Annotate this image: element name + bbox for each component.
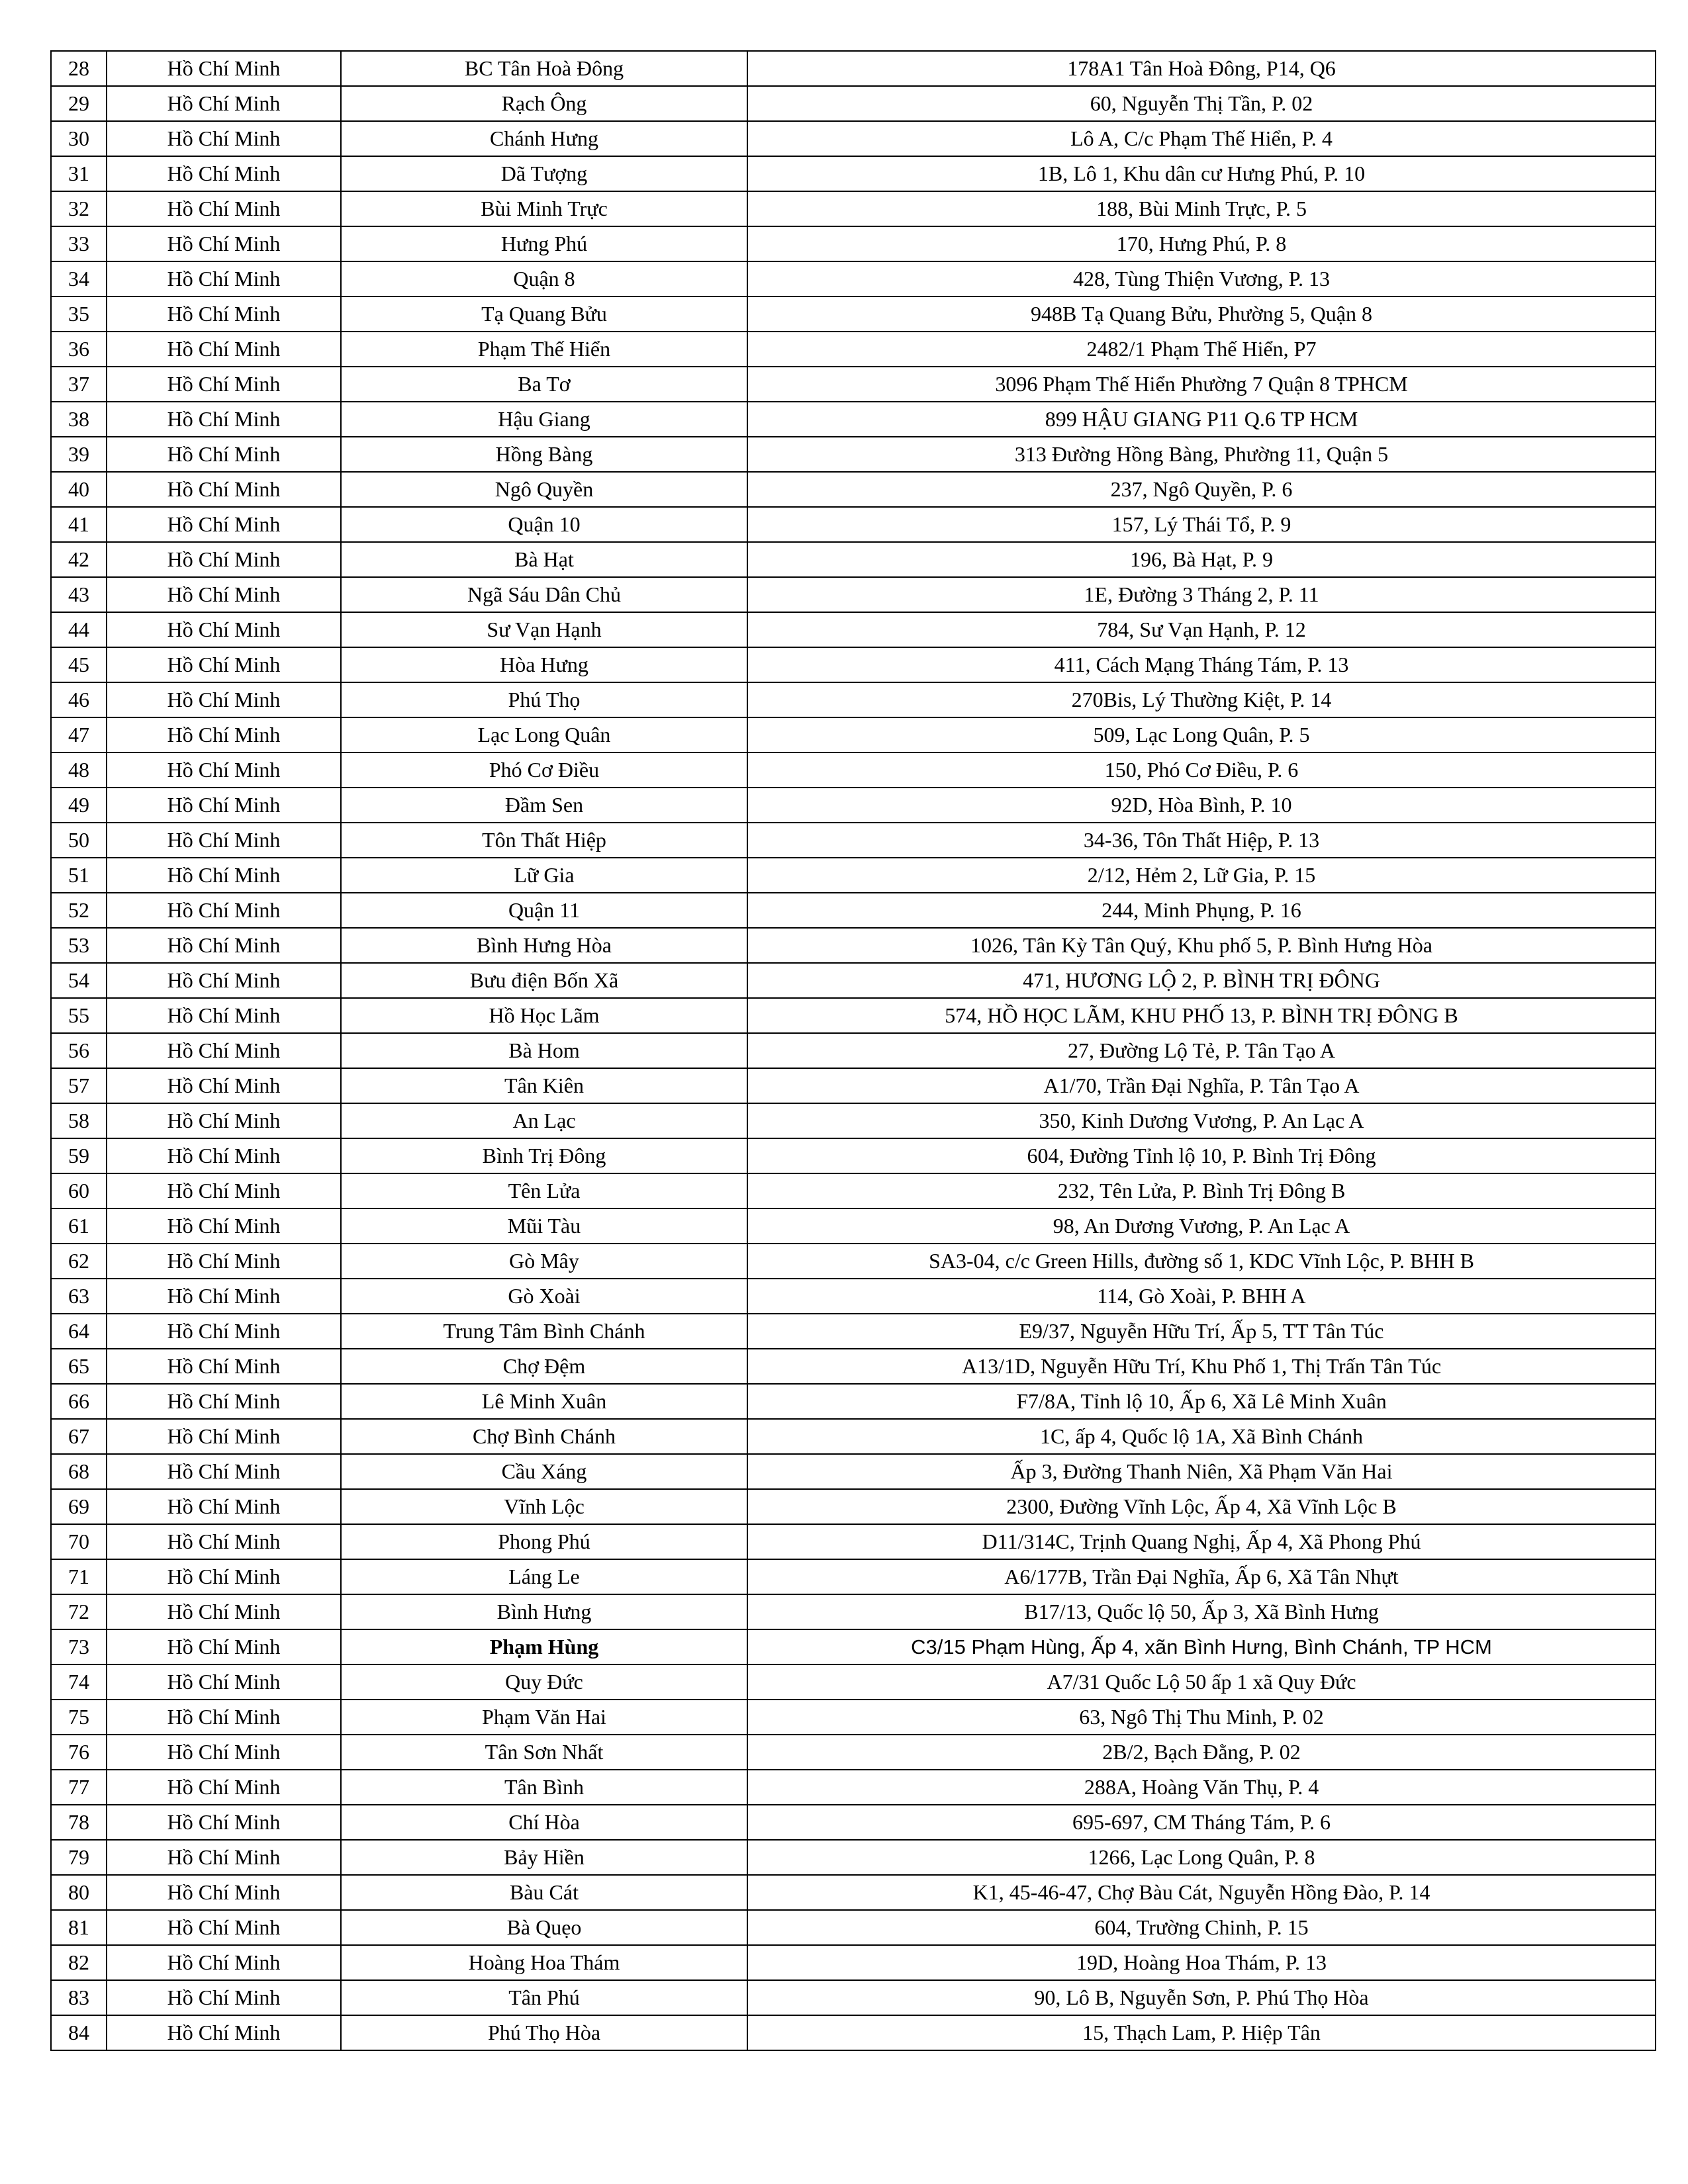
province-cell: Hồ Chí Minh bbox=[107, 1875, 341, 1910]
province-cell: Hồ Chí Minh bbox=[107, 1208, 341, 1244]
address-cell: B17/13, Quốc lộ 50, Ấp 3, Xã Bình Hưng bbox=[747, 1594, 1656, 1629]
post-office-name-cell: Sư Vạn Hạnh bbox=[341, 612, 747, 647]
row-number-cell: 67 bbox=[51, 1419, 107, 1454]
table-row bbox=[51, 472, 1656, 507]
post-office-name-cell: Hưng Phú bbox=[341, 226, 747, 261]
table-row bbox=[51, 51, 1656, 86]
province-cell: Hồ Chí Minh bbox=[107, 296, 341, 332]
province-cell: Hồ Chí Minh bbox=[107, 1700, 341, 1735]
table-row bbox=[51, 1173, 1656, 1208]
address-cell: 27, Đường Lộ Tẻ, P. Tân Tạo A bbox=[747, 1033, 1656, 1068]
province-cell: Hồ Chí Minh bbox=[107, 1349, 341, 1384]
province-cell: Hồ Chí Minh bbox=[107, 191, 341, 226]
table-row bbox=[51, 1735, 1656, 1770]
post-office-name-cell: Quận 8 bbox=[341, 261, 747, 296]
row-number-cell: 75 bbox=[51, 1700, 107, 1735]
post-office-name-cell: Phạm Thế Hiển bbox=[341, 332, 747, 367]
table-row bbox=[51, 1805, 1656, 1840]
row-number-cell: 45 bbox=[51, 647, 107, 682]
table-row bbox=[51, 1138, 1656, 1173]
post-office-name-cell: Hoàng Hoa Thám bbox=[341, 1945, 747, 1980]
post-office-name-cell: Ngã Sáu Dân Chủ bbox=[341, 577, 747, 612]
row-number-cell: 81 bbox=[51, 1910, 107, 1945]
province-cell: Hồ Chí Minh bbox=[107, 1314, 341, 1349]
address-cell: 63, Ngô Thị Thu Minh, P. 02 bbox=[747, 1700, 1656, 1735]
table-row bbox=[51, 1454, 1656, 1489]
address-cell: F7/8A, Tỉnh lộ 10, Ấp 6, Xã Lê Minh Xuân bbox=[747, 1384, 1656, 1419]
row-number-cell: 52 bbox=[51, 893, 107, 928]
post-office-name-cell: An Lạc bbox=[341, 1103, 747, 1138]
row-number-cell: 83 bbox=[51, 1980, 107, 2015]
address-cell: C3/15 Phạm Hùng, Ấp 4, xãn Bình Hưng, Bình Chánh, TP HCM bbox=[747, 1629, 1656, 1664]
province-cell: Hồ Chí Minh bbox=[107, 1945, 341, 1980]
post-office-name-cell: Bà Hạt bbox=[341, 542, 747, 577]
row-number-cell: 76 bbox=[51, 1735, 107, 1770]
table-row bbox=[51, 1384, 1656, 1419]
address-cell: 2/12, Hẻm 2, Lữ Gia, P. 15 bbox=[747, 858, 1656, 893]
address-cell: 114, Gò Xoài, P. BHH A bbox=[747, 1279, 1656, 1314]
address-cell: 237, Ngô Quyền, P. 6 bbox=[747, 472, 1656, 507]
province-cell: Hồ Chí Minh bbox=[107, 858, 341, 893]
table-row bbox=[51, 717, 1656, 752]
province-cell: Hồ Chí Minh bbox=[107, 542, 341, 577]
row-number-cell: 40 bbox=[51, 472, 107, 507]
address-cell: 19D, Hoàng Hoa Thám, P. 13 bbox=[747, 1945, 1656, 1980]
address-cell: 1266, Lạc Long Quân, P. 8 bbox=[747, 1840, 1656, 1875]
address-cell: 1026, Tân Kỳ Tân Quý, Khu phố 5, P. Bình Hưng Hòa bbox=[747, 928, 1656, 963]
post-office-name-cell: Hậu Giang bbox=[341, 402, 747, 437]
post-office-name-cell: Quy Đức bbox=[341, 1664, 747, 1700]
post-office-name-cell: Lạc Long Quân bbox=[341, 717, 747, 752]
post-office-name-cell: Vĩnh Lộc bbox=[341, 1489, 747, 1524]
row-number-cell: 46 bbox=[51, 682, 107, 717]
row-number-cell: 64 bbox=[51, 1314, 107, 1349]
table-row bbox=[51, 402, 1656, 437]
post-office-name-cell: Gò Xoài bbox=[341, 1279, 747, 1314]
address-cell: 428, Tùng Thiện Vương, P. 13 bbox=[747, 261, 1656, 296]
post-office-name-cell: Lê Minh Xuân bbox=[341, 1384, 747, 1419]
row-number-cell: 84 bbox=[51, 2015, 107, 2050]
address-cell: 2482/1 Phạm Thế Hiển, P7 bbox=[747, 332, 1656, 367]
row-number-cell: 43 bbox=[51, 577, 107, 612]
table-row bbox=[51, 1700, 1656, 1735]
address-cell: Ấp 3, Đường Thanh Niên, Xã Phạm Văn Hai bbox=[747, 1454, 1656, 1489]
table-row bbox=[51, 507, 1656, 542]
row-number-cell: 82 bbox=[51, 1945, 107, 1980]
row-number-cell: 54 bbox=[51, 963, 107, 998]
table-row bbox=[51, 156, 1656, 191]
address-cell: 574, HỒ HỌC LÃM, KHU PHỐ 13, P. BÌNH TRỊ ĐÔNG B bbox=[747, 998, 1656, 1033]
table-row bbox=[51, 367, 1656, 402]
table-row bbox=[51, 612, 1656, 647]
province-cell: Hồ Chí Minh bbox=[107, 472, 341, 507]
row-number-cell: 36 bbox=[51, 332, 107, 367]
province-cell: Hồ Chí Minh bbox=[107, 1033, 341, 1068]
table-row bbox=[51, 1664, 1656, 1700]
post-office-name-cell: Rạch Ông bbox=[341, 86, 747, 121]
table-row bbox=[51, 1314, 1656, 1349]
row-number-cell: 63 bbox=[51, 1279, 107, 1314]
post-office-name-cell: Chợ Bình Chánh bbox=[341, 1419, 747, 1454]
address-cell: Lô A, C/c Phạm Thế Hiển, P. 4 bbox=[747, 121, 1656, 156]
province-cell: Hồ Chí Minh bbox=[107, 823, 341, 858]
post-office-name-cell: Phó Cơ Điều bbox=[341, 752, 747, 788]
post-office-name-cell: Lữ Gia bbox=[341, 858, 747, 893]
province-cell: Hồ Chí Minh bbox=[107, 1805, 341, 1840]
post-office-name-cell: BC Tân Hoà Đông bbox=[341, 51, 747, 86]
province-cell: Hồ Chí Minh bbox=[107, 752, 341, 788]
row-number-cell: 41 bbox=[51, 507, 107, 542]
table-row bbox=[51, 752, 1656, 788]
address-cell: 270Bis, Lý Thường Kiệt, P. 14 bbox=[747, 682, 1656, 717]
address-cell: SA3-04, c/c Green Hills, đường số 1, KDC Vĩnh Lộc, P. BHH B bbox=[747, 1244, 1656, 1279]
table-row bbox=[51, 1629, 1656, 1664]
post-office-name-cell: Quận 10 bbox=[341, 507, 747, 542]
row-number-cell: 57 bbox=[51, 1068, 107, 1103]
address-cell: 471, HƯƠNG LỘ 2, P. BÌNH TRỊ ĐÔNG bbox=[747, 963, 1656, 998]
province-cell: Hồ Chí Minh bbox=[107, 1244, 341, 1279]
post-office-name-cell: Cầu Xáng bbox=[341, 1454, 747, 1489]
table-row bbox=[51, 261, 1656, 296]
province-cell: Hồ Chí Minh bbox=[107, 1840, 341, 1875]
province-cell: Hồ Chí Minh bbox=[107, 1419, 341, 1454]
table-row bbox=[51, 1279, 1656, 1314]
table-row bbox=[51, 1489, 1656, 1524]
post-office-name-cell: Phú Thọ bbox=[341, 682, 747, 717]
address-cell: 157, Lý Thái Tổ, P. 9 bbox=[747, 507, 1656, 542]
post-office-name-cell: Bùi Minh Trực bbox=[341, 191, 747, 226]
address-cell: 784, Sư Vạn Hạnh, P. 12 bbox=[747, 612, 1656, 647]
row-number-cell: 74 bbox=[51, 1664, 107, 1700]
province-cell: Hồ Chí Minh bbox=[107, 1664, 341, 1700]
post-office-name-cell: Tôn Thất Hiệp bbox=[341, 823, 747, 858]
address-cell: D11/314C, Trịnh Quang Nghị, Ấp 4, Xã Phong Phú bbox=[747, 1524, 1656, 1559]
province-cell: Hồ Chí Minh bbox=[107, 507, 341, 542]
table-row bbox=[51, 226, 1656, 261]
post-office-name-cell: Chánh Hưng bbox=[341, 121, 747, 156]
post-office-name-cell: Bưu điện Bốn Xã bbox=[341, 963, 747, 998]
post-office-name-cell: Bình Hưng bbox=[341, 1594, 747, 1629]
province-cell: Hồ Chí Minh bbox=[107, 226, 341, 261]
table-row bbox=[51, 1524, 1656, 1559]
row-number-cell: 56 bbox=[51, 1033, 107, 1068]
row-number-cell: 79 bbox=[51, 1840, 107, 1875]
address-cell: 2B/2, Bạch Đằng, P. 02 bbox=[747, 1735, 1656, 1770]
table-row bbox=[51, 1068, 1656, 1103]
row-number-cell: 55 bbox=[51, 998, 107, 1033]
row-number-cell: 31 bbox=[51, 156, 107, 191]
province-cell: Hồ Chí Minh bbox=[107, 1384, 341, 1419]
post-office-name-cell: Quận 11 bbox=[341, 893, 747, 928]
province-cell: Hồ Chí Minh bbox=[107, 1524, 341, 1559]
table-row bbox=[51, 577, 1656, 612]
address-cell: 90, Lô B, Nguyễn Sơn, P. Phú Thọ Hòa bbox=[747, 1980, 1656, 2015]
post-office-name-cell: Bà Quẹo bbox=[341, 1910, 747, 1945]
post-office-name-cell: Bảy Hiền bbox=[341, 1840, 747, 1875]
row-number-cell: 51 bbox=[51, 858, 107, 893]
address-cell: A7/31 Quốc Lộ 50 ấp 1 xã Quy Đức bbox=[747, 1664, 1656, 1700]
address-cell: 411, Cách Mạng Tháng Tám, P. 13 bbox=[747, 647, 1656, 682]
address-cell: 1B, Lô 1, Khu dân cư Hưng Phú, P. 10 bbox=[747, 156, 1656, 191]
address-cell: A6/177B, Trần Đại Nghĩa, Ấp 6, Xã Tân Nhựt bbox=[747, 1559, 1656, 1594]
row-number-cell: 66 bbox=[51, 1384, 107, 1419]
post-office-name-cell: Chợ Đệm bbox=[341, 1349, 747, 1384]
address-cell: 604, Đường Tỉnh lộ 10, P. Bình Trị Đông bbox=[747, 1138, 1656, 1173]
address-cell: 244, Minh Phụng, P. 16 bbox=[747, 893, 1656, 928]
post-office-name-cell: Tạ Quang Bửu bbox=[341, 296, 747, 332]
row-number-cell: 38 bbox=[51, 402, 107, 437]
row-number-cell: 62 bbox=[51, 1244, 107, 1279]
address-cell: 695-697, CM Tháng Tám, P. 6 bbox=[747, 1805, 1656, 1840]
province-cell: Hồ Chí Minh bbox=[107, 682, 341, 717]
post-office-name-cell: Bình Trị Đông bbox=[341, 1138, 747, 1173]
province-cell: Hồ Chí Minh bbox=[107, 1770, 341, 1805]
province-cell: Hồ Chí Minh bbox=[107, 1173, 341, 1208]
address-cell: 313 Đường Hồng Bàng, Phường 11, Quận 5 bbox=[747, 437, 1656, 472]
row-number-cell: 33 bbox=[51, 226, 107, 261]
post-office-name-cell: Ngô Quyền bbox=[341, 472, 747, 507]
post-office-name-cell: Hồng Bàng bbox=[341, 437, 747, 472]
row-number-cell: 30 bbox=[51, 121, 107, 156]
table-row bbox=[51, 296, 1656, 332]
address-cell: 509, Lạc Long Quân, P. 5 bbox=[747, 717, 1656, 752]
row-number-cell: 58 bbox=[51, 1103, 107, 1138]
province-cell: Hồ Chí Minh bbox=[107, 1594, 341, 1629]
province-cell: Hồ Chí Minh bbox=[107, 928, 341, 963]
row-number-cell: 32 bbox=[51, 191, 107, 226]
row-number-cell: 72 bbox=[51, 1594, 107, 1629]
row-number-cell: 61 bbox=[51, 1208, 107, 1244]
address-cell: 150, Phó Cơ Điều, P. 6 bbox=[747, 752, 1656, 788]
province-cell: Hồ Chí Minh bbox=[107, 1068, 341, 1103]
table-row bbox=[51, 1559, 1656, 1594]
address-cell: 170, Hưng Phú, P. 8 bbox=[747, 226, 1656, 261]
table-row bbox=[51, 647, 1656, 682]
province-cell: Hồ Chí Minh bbox=[107, 577, 341, 612]
address-cell: 288A, Hoàng Văn Thụ, P. 4 bbox=[747, 1770, 1656, 1805]
row-number-cell: 28 bbox=[51, 51, 107, 86]
province-cell: Hồ Chí Minh bbox=[107, 998, 341, 1033]
table-row bbox=[51, 121, 1656, 156]
table-row bbox=[51, 998, 1656, 1033]
province-cell: Hồ Chí Minh bbox=[107, 332, 341, 367]
row-number-cell: 65 bbox=[51, 1349, 107, 1384]
table-row bbox=[51, 1910, 1656, 1945]
row-number-cell: 34 bbox=[51, 261, 107, 296]
province-cell: Hồ Chí Minh bbox=[107, 1735, 341, 1770]
post-office-name-cell: Phong Phú bbox=[341, 1524, 747, 1559]
table-row bbox=[51, 1594, 1656, 1629]
row-number-cell: 29 bbox=[51, 86, 107, 121]
row-number-cell: 71 bbox=[51, 1559, 107, 1594]
address-cell: K1, 45-46-47, Chợ Bàu Cát, Nguyễn Hồng Đào, P. 14 bbox=[747, 1875, 1656, 1910]
table-row bbox=[51, 1770, 1656, 1805]
province-cell: Hồ Chí Minh bbox=[107, 1489, 341, 1524]
row-number-cell: 73 bbox=[51, 1629, 107, 1664]
address-cell: 34-36, Tôn Thất Hiệp, P. 13 bbox=[747, 823, 1656, 858]
post-office-name-cell: Tân Bình bbox=[341, 1770, 747, 1805]
province-cell: Hồ Chí Minh bbox=[107, 51, 341, 86]
post-office-name-cell: Bình Hưng Hòa bbox=[341, 928, 747, 963]
province-cell: Hồ Chí Minh bbox=[107, 86, 341, 121]
address-cell: 350, Kinh Dương Vương, P. An Lạc A bbox=[747, 1103, 1656, 1138]
table-row bbox=[51, 1875, 1656, 1910]
table-row bbox=[51, 1349, 1656, 1384]
address-cell: E9/37, Nguyễn Hữu Trí, Ấp 5, TT Tân Túc bbox=[747, 1314, 1656, 1349]
post-office-name-cell: Bàu Cát bbox=[341, 1875, 747, 1910]
province-cell: Hồ Chí Minh bbox=[107, 647, 341, 682]
province-cell: Hồ Chí Minh bbox=[107, 1559, 341, 1594]
address-cell: A1/70, Trần Đại Nghĩa, P. Tân Tạo A bbox=[747, 1068, 1656, 1103]
row-number-cell: 49 bbox=[51, 788, 107, 823]
table-row bbox=[51, 928, 1656, 963]
table-body bbox=[51, 51, 1656, 2050]
table-row bbox=[51, 1244, 1656, 1279]
province-cell: Hồ Chí Minh bbox=[107, 612, 341, 647]
address-cell: 232, Tên Lửa, P. Bình Trị Đông B bbox=[747, 1173, 1656, 1208]
post-office-name-cell: Trung Tâm Bình Chánh bbox=[341, 1314, 747, 1349]
post-office-name-cell: Tân Phú bbox=[341, 1980, 747, 2015]
province-cell: Hồ Chí Minh bbox=[107, 2015, 341, 2050]
province-cell: Hồ Chí Minh bbox=[107, 1629, 341, 1664]
table-row bbox=[51, 1980, 1656, 2015]
table-row bbox=[51, 1033, 1656, 1068]
table-row bbox=[51, 437, 1656, 472]
address-cell: 178A1 Tân Hoà Đông, P14, Q6 bbox=[747, 51, 1656, 86]
province-cell: Hồ Chí Minh bbox=[107, 893, 341, 928]
row-number-cell: 48 bbox=[51, 752, 107, 788]
post-office-name-cell: Phú Thọ Hòa bbox=[341, 2015, 747, 2050]
province-cell: Hồ Chí Minh bbox=[107, 261, 341, 296]
table-row bbox=[51, 542, 1656, 577]
table-row bbox=[51, 1103, 1656, 1138]
row-number-cell: 68 bbox=[51, 1454, 107, 1489]
post-office-name-cell: Gò Mây bbox=[341, 1244, 747, 1279]
post-office-name-cell: Hòa Hưng bbox=[341, 647, 747, 682]
row-number-cell: 39 bbox=[51, 437, 107, 472]
table-row bbox=[51, 191, 1656, 226]
province-cell: Hồ Chí Minh bbox=[107, 402, 341, 437]
province-cell: Hồ Chí Minh bbox=[107, 1454, 341, 1489]
row-number-cell: 47 bbox=[51, 717, 107, 752]
address-cell: 188, Bùi Minh Trực, P. 5 bbox=[747, 191, 1656, 226]
province-cell: Hồ Chí Minh bbox=[107, 1980, 341, 2015]
row-number-cell: 77 bbox=[51, 1770, 107, 1805]
row-number-cell: 42 bbox=[51, 542, 107, 577]
row-number-cell: 60 bbox=[51, 1173, 107, 1208]
province-cell: Hồ Chí Minh bbox=[107, 437, 341, 472]
address-cell: 196, Bà Hạt, P. 9 bbox=[747, 542, 1656, 577]
post-office-name-cell: Tân Kiên bbox=[341, 1068, 747, 1103]
post-office-name-cell: Phạm Văn Hai bbox=[341, 1700, 747, 1735]
table-row bbox=[51, 86, 1656, 121]
province-cell: Hồ Chí Minh bbox=[107, 367, 341, 402]
post-office-name-cell: Bà Hom bbox=[341, 1033, 747, 1068]
post-office-name-cell: Đầm Sen bbox=[341, 788, 747, 823]
address-cell: 1E, Đường 3 Tháng 2, P. 11 bbox=[747, 577, 1656, 612]
province-cell: Hồ Chí Minh bbox=[107, 156, 341, 191]
table-row bbox=[51, 823, 1656, 858]
post-office-name-cell: Hồ Học Lãm bbox=[341, 998, 747, 1033]
table-row bbox=[51, 1945, 1656, 1980]
address-cell: 604, Trường Chinh, P. 15 bbox=[747, 1910, 1656, 1945]
row-number-cell: 59 bbox=[51, 1138, 107, 1173]
address-cell: 98, An Dương Vương, P. An Lạc A bbox=[747, 1208, 1656, 1244]
row-number-cell: 78 bbox=[51, 1805, 107, 1840]
province-cell: Hồ Chí Minh bbox=[107, 788, 341, 823]
table-row bbox=[51, 788, 1656, 823]
table-row bbox=[51, 1840, 1656, 1875]
row-number-cell: 35 bbox=[51, 296, 107, 332]
row-number-cell: 37 bbox=[51, 367, 107, 402]
post-office-name-cell: Mũi Tàu bbox=[341, 1208, 747, 1244]
post-office-name-cell: Tân Sơn Nhất bbox=[341, 1735, 747, 1770]
post-office-name-cell: Ba Tơ bbox=[341, 367, 747, 402]
address-cell: 3096 Phạm Thế Hiển Phường 7 Quận 8 TPHCM bbox=[747, 367, 1656, 402]
row-number-cell: 70 bbox=[51, 1524, 107, 1559]
address-cell: 60, Nguyễn Thị Tần, P. 02 bbox=[747, 86, 1656, 121]
post-office-name-cell: Chí Hòa bbox=[341, 1805, 747, 1840]
row-number-cell: 53 bbox=[51, 928, 107, 963]
province-cell: Hồ Chí Minh bbox=[107, 1103, 341, 1138]
table-row bbox=[51, 682, 1656, 717]
table-row bbox=[51, 1208, 1656, 1244]
province-cell: Hồ Chí Minh bbox=[107, 1138, 341, 1173]
table-row bbox=[51, 858, 1656, 893]
post-office-name-cell: Dã Tượng bbox=[341, 156, 747, 191]
post-office-name-cell: Tên Lửa bbox=[341, 1173, 747, 1208]
row-number-cell: 69 bbox=[51, 1489, 107, 1524]
province-cell: Hồ Chí Minh bbox=[107, 1910, 341, 1945]
address-cell: A13/1D, Nguyễn Hữu Trí, Khu Phố 1, Thị Trấn Tân Túc bbox=[747, 1349, 1656, 1384]
province-cell: Hồ Chí Minh bbox=[107, 963, 341, 998]
post-office-name-cell: Láng Le bbox=[341, 1559, 747, 1594]
row-number-cell: 44 bbox=[51, 612, 107, 647]
address-cell: 2300, Đường Vĩnh Lộc, Ấp 4, Xã Vĩnh Lộc B bbox=[747, 1489, 1656, 1524]
province-cell: Hồ Chí Minh bbox=[107, 717, 341, 752]
post-office-name-cell: Phạm Hùng bbox=[341, 1629, 747, 1664]
table-row bbox=[51, 2015, 1656, 2050]
address-cell: 15, Thạch Lam, P. Hiệp Tân bbox=[747, 2015, 1656, 2050]
address-cell: 1C, ấp 4, Quốc lộ 1A, Xã Bình Chánh bbox=[747, 1419, 1656, 1454]
address-cell: 899 HẬU GIANG P11 Q.6 TP HCM bbox=[747, 402, 1656, 437]
province-cell: Hồ Chí Minh bbox=[107, 1279, 341, 1314]
address-cell: 948B Tạ Quang Bửu, Phường 5, Quận 8 bbox=[747, 296, 1656, 332]
table-row bbox=[51, 332, 1656, 367]
table-row bbox=[51, 963, 1656, 998]
province-cell: Hồ Chí Minh bbox=[107, 121, 341, 156]
row-number-cell: 50 bbox=[51, 823, 107, 858]
row-number-cell: 80 bbox=[51, 1875, 107, 1910]
table-row bbox=[51, 1419, 1656, 1454]
post-office-table bbox=[50, 50, 1656, 2051]
table-row bbox=[51, 893, 1656, 928]
address-cell: 92D, Hòa Bình, P. 10 bbox=[747, 788, 1656, 823]
